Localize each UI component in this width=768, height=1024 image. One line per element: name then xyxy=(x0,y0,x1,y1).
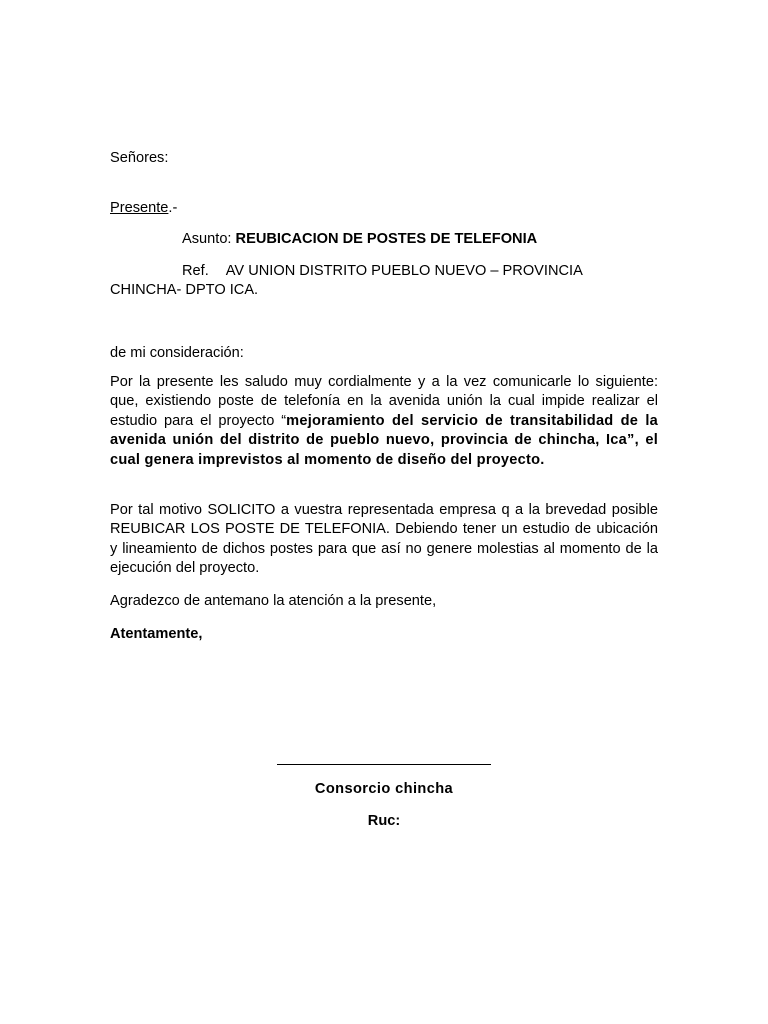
asunto-value: REUBICACION DE POSTES DE TELEFONIA xyxy=(235,231,538,247)
presente-line xyxy=(110,198,177,218)
signature-line xyxy=(277,764,491,765)
thanks-line: Agradezco de antemano la atención a la presente, xyxy=(110,593,437,609)
presente-text: Presente xyxy=(110,200,169,216)
asunto-label: Asunto: xyxy=(182,231,236,247)
presente-suffix: .- xyxy=(168,200,178,216)
ref-value-1: AV UNION DISTRITO PUEBLO NUEVO – PROVINCIA xyxy=(225,263,583,279)
salutation: Señores: xyxy=(110,150,169,166)
paragraph-2: Por tal motivo SOLICITO a vuestra representada empresa q a la brevedad posible REUBICAR LOS POSTE DE TELEFONIA. Debiendo tener un estudio de ubicación y lineamiento de dichos postes para que así no genere molestias al momento de la ejecución del proyecto. xyxy=(110,502,658,577)
signature-name: Consorcio chincha xyxy=(314,781,454,797)
paragraph-1-bold: mejoramiento del servicio de transitabilidad de la avenida unión del distrito de pueblo nuevo, provincia de chincha, Ica”, el cual genera imprevistos al momento de diseño del proyecto. xyxy=(110,412,658,468)
ref-line-1 xyxy=(182,261,583,281)
ref-line-2: CHINCHA- DPTO ICA. xyxy=(110,282,259,298)
greeting: de mi consideración: xyxy=(110,345,244,361)
asunto-line xyxy=(182,229,537,249)
closing: Atentamente, xyxy=(110,626,203,642)
signature-ruc: Ruc: xyxy=(367,813,401,829)
paragraph-1-text: Por la presente les saludo muy cordialmente y a la vez comunicarle lo siguiente: que, existiendo poste de telefonía en la avenida unión la cual impide realizar el estudio para el proyecto “ xyxy=(110,374,658,429)
ref-label: Ref. xyxy=(182,263,209,279)
paragraph-1 xyxy=(110,373,658,470)
